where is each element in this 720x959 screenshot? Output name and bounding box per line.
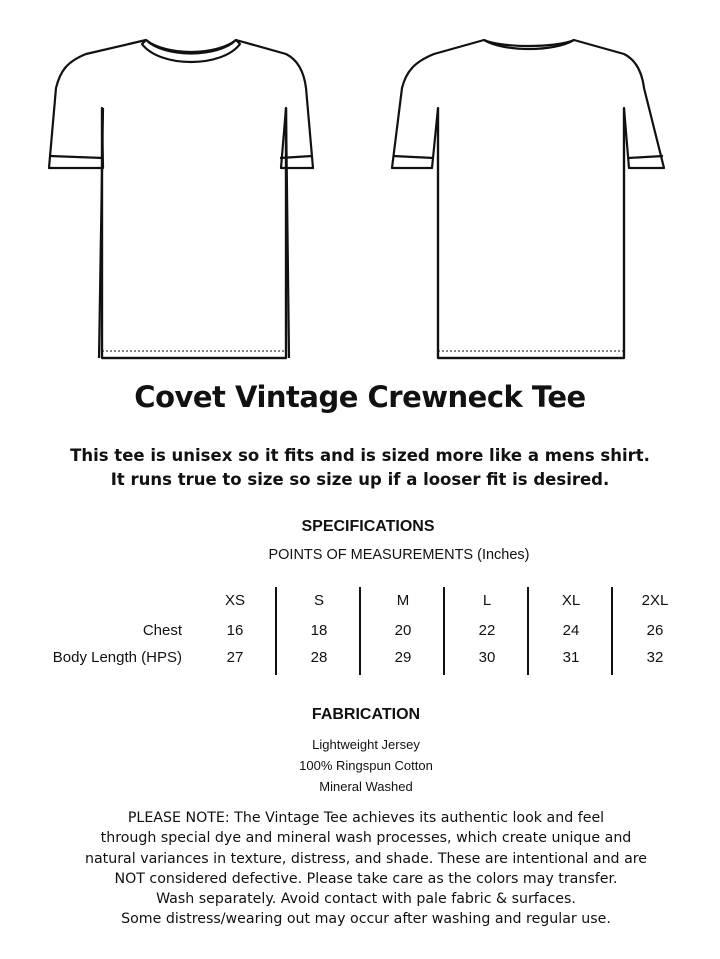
tee-illustrations [0,0,720,380]
size-header-m: M [396,592,410,609]
measurements-subheading: POINTS OF MEASUREMENTS (Inches) [268,547,530,563]
care-note-line: PLEASE NOTE: The Vintage Tee achieves its authentic look and feel [127,810,605,826]
care-note-line: NOT considered defective. Please take care as the colors may transfer. [114,870,618,887]
fit-description-line: This tee is unisex so it fits and is sized more like a mens shirt. [70,446,650,465]
tee-front-drawing [46,28,336,368]
table-cell: 31 [562,649,580,666]
column-divider [275,587,277,675]
tee-back-drawing [384,28,674,368]
care-note [0,808,720,930]
fit-description [0,444,720,492]
row-label-chest: Chest [142,622,182,639]
size-header-l: L [482,592,492,609]
care-note-line: Some distress/wearing out may occur after washing and regular use. [121,911,611,928]
size-header-s: S [313,592,324,609]
table-cell: 30 [478,649,496,666]
care-note-line: natural variances in texture, distress, and shade. These are intentional and are [84,850,648,867]
fabrication-heading: FABRICATION [311,706,421,723]
fabrication-list [0,734,720,797]
column-divider [611,587,613,675]
fit-description-line: It runs true to size so size up if a looser fit is desired. [110,470,610,489]
table-cell: 24 [562,622,580,639]
table-cell: 22 [478,622,496,639]
specifications-heading: SPECIFICATIONS [301,518,435,535]
row-label-body-length: Body Length (HPS) [52,649,182,666]
table-cell: 32 [646,649,664,666]
table-cell: 27 [226,649,244,666]
fabrication-item: 100% Ringspun Cotton [299,758,433,773]
table-cell: 29 [394,649,412,666]
fabrication-item: Lightweight Jersey [312,737,420,752]
size-header-xs: XS [224,592,245,609]
table-cell: 28 [310,649,328,666]
column-divider [527,587,529,675]
fabrication-item: Mineral Washed [319,779,413,794]
table-cell: 20 [394,622,412,639]
column-divider [443,587,445,675]
table-cell: 18 [310,622,328,639]
size-header-2xl: 2XL [641,592,669,609]
column-divider [359,587,361,675]
product-title: Covet Vintage Crewneck Tee [134,380,586,414]
care-note-line: Wash separately. Avoid contact with pale fabric & surfaces. [156,891,576,908]
table-cell: 16 [226,622,244,639]
size-header-xl: XL [561,592,581,609]
table-cell: 26 [646,622,664,639]
care-note-line: through special dye and mineral wash processes, which create unique and [100,830,632,847]
